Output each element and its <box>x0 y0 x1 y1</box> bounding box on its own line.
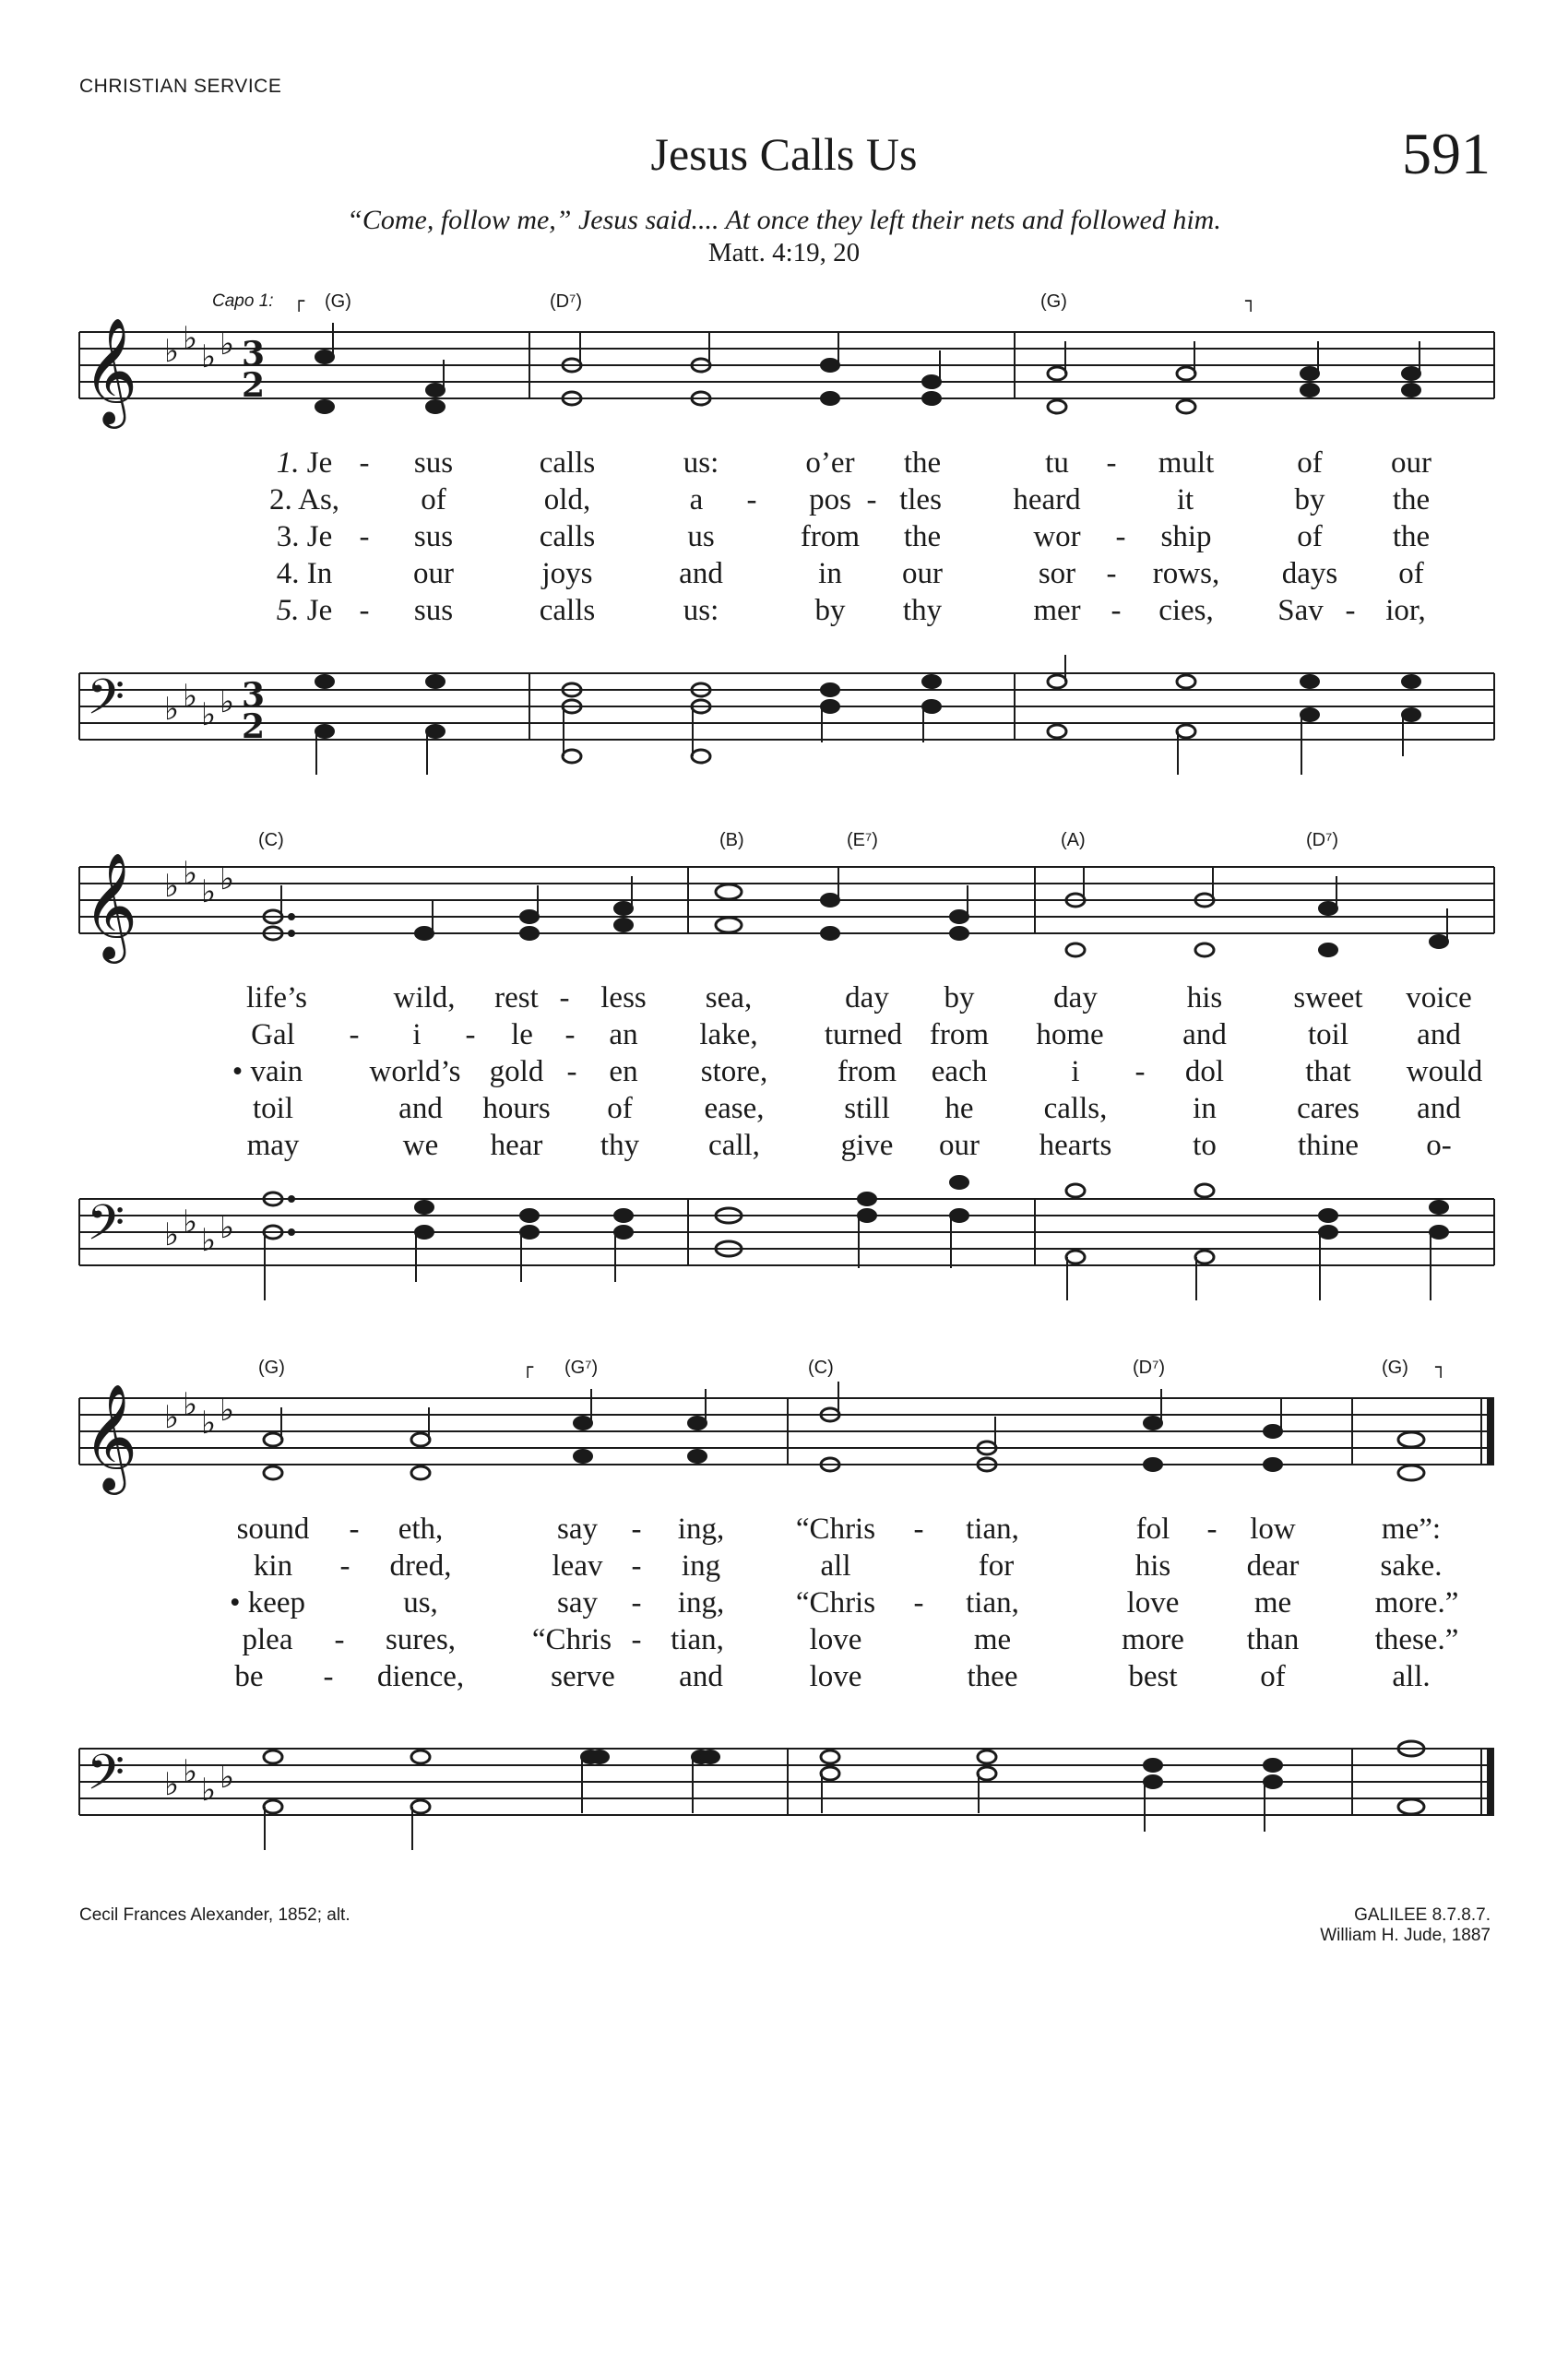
lyric-hyphen: - <box>1134 1055 1146 1088</box>
lyric-syllable: in <box>818 557 842 590</box>
lyric-syllable: of <box>1297 520 1323 553</box>
lyric-syllable: sus <box>413 594 454 627</box>
lyric-syllable: dear <box>1246 1549 1300 1583</box>
lyric-hyphen: - <box>1345 594 1356 627</box>
svg-text:♭: ♭ <box>201 1772 217 1809</box>
lyric-syllable: 1. Je <box>276 446 333 480</box>
lyric-syllable: tles <box>899 483 942 516</box>
chord-symbol: (G) <box>325 291 351 312</box>
lyric-syllable: heard <box>1013 483 1081 516</box>
lyric-syllable: from <box>800 520 861 553</box>
lyric-syllable: dience, <box>376 1660 465 1693</box>
lyric-syllable: thee <box>967 1660 1018 1693</box>
lyric-syllable: our <box>902 557 943 590</box>
lyric-syllable: that <box>1305 1055 1351 1088</box>
svg-text:♭: ♭ <box>183 320 198 357</box>
lyric-syllable: in <box>1193 1092 1217 1125</box>
lyric-hyphen: - <box>866 483 877 516</box>
lyric-syllable: best <box>1128 1660 1178 1693</box>
svg-text:♭: ♭ <box>164 333 180 370</box>
svg-text:♭: ♭ <box>183 1204 198 1240</box>
lyric-syllable: kin <box>253 1549 293 1583</box>
lyric-syllable: store, <box>700 1055 768 1088</box>
lyric-syllable: calls, <box>1043 1092 1108 1125</box>
lyric-syllable: his <box>1186 981 1223 1014</box>
lyric-syllable: ship <box>1160 520 1212 553</box>
svg-text:𝄢: 𝄢 <box>87 1745 125 1813</box>
lyric-syllable: thy <box>600 1129 640 1162</box>
lyric-syllable: all <box>820 1549 851 1583</box>
lyric-syllable: pos <box>809 483 851 516</box>
lyric-syllable: us: <box>683 446 719 480</box>
chord-symbol: (A) <box>1061 830 1086 850</box>
svg-text:3: 3 <box>242 676 266 715</box>
lyric-syllable: all. <box>1392 1660 1431 1693</box>
lyric-syllable: his <box>1134 1549 1171 1583</box>
lyric-syllable: cares <box>1297 1092 1360 1125</box>
lyric-syllable: lake, <box>699 1018 758 1051</box>
lyric-syllable: Sav <box>1277 594 1324 627</box>
lyric-syllable: mer <box>1033 594 1081 627</box>
lyric-syllable: love <box>1126 1586 1180 1619</box>
composer-credit: William H. Jude, 1887 <box>1320 1926 1491 1945</box>
lyric-syllable: dred, <box>389 1549 452 1583</box>
svg-text:♭: ♭ <box>183 1386 198 1423</box>
lyric-syllable: than <box>1246 1623 1300 1656</box>
lyric-syllable: and <box>679 557 723 590</box>
chord-symbol: (C) <box>258 830 284 850</box>
lyric-syllable: our <box>939 1129 980 1162</box>
lyric-syllable: love <box>809 1660 862 1693</box>
lyric-syllable: o- <box>1426 1129 1452 1162</box>
lyric-hyphen: - <box>349 1018 360 1051</box>
treble-staff-system-3 <box>0 1380 1568 1527</box>
lyric-hyphen: - <box>359 520 370 553</box>
lyric-syllable: hours <box>482 1092 551 1125</box>
chord-symbol: (B) <box>719 830 744 850</box>
lyric-hyphen: - <box>1106 557 1117 590</box>
tune-name: GALILEE 8.7.8.7. <box>1354 1905 1491 1925</box>
lyric-syllable: 4. In <box>276 557 333 590</box>
lyric-syllable: en <box>609 1055 638 1088</box>
svg-text:♭: ♭ <box>164 868 180 905</box>
lyric-syllable: hear <box>490 1129 543 1162</box>
lyric-syllable: sor <box>1038 557 1076 590</box>
lyric-syllable: toil <box>252 1092 294 1125</box>
lyric-syllable: i <box>412 1018 422 1051</box>
lyric-syllable: and <box>679 1660 723 1693</box>
lyric-hyphen: - <box>1115 520 1126 553</box>
tune-credit <box>1320 1905 1491 1946</box>
lyric-syllable: us <box>687 520 715 553</box>
chord-symbol: (C) <box>808 1358 834 1378</box>
lyric-hyphen: - <box>359 594 370 627</box>
lyric-syllable: sweet <box>1293 981 1363 1014</box>
lyric-syllable: 5. Je <box>276 594 333 627</box>
lyric-syllable: turned <box>824 1018 903 1051</box>
lyric-syllable: thy <box>902 594 943 627</box>
treble-staff-system-1 <box>0 314 1568 461</box>
lyric-syllable: be <box>234 1660 264 1693</box>
lyric-hyphen: - <box>746 483 757 516</box>
lyric-hyphen: - <box>1206 1513 1218 1546</box>
lyric-hyphen: - <box>334 1623 345 1656</box>
lyric-syllable: ease, <box>704 1092 765 1125</box>
lyric-syllable: 3. Je <box>276 520 333 553</box>
bracket-close-icon: ┐ <box>1435 1356 1447 1378</box>
lyric-syllable: rows, <box>1152 557 1220 590</box>
lyric-syllable: and <box>1417 1092 1461 1125</box>
lyric-syllable: sake. <box>1380 1549 1443 1583</box>
lyric-hyphen: - <box>1106 446 1117 480</box>
lyric-syllable: wild, <box>393 981 456 1014</box>
epigraph: “Come, follow me,” Jesus said.... At once they left their nets and followed him. <box>347 205 1221 235</box>
lyric-syllable: of <box>421 483 446 516</box>
lyric-syllable: life’s <box>246 981 307 1014</box>
svg-text:♭: ♭ <box>220 1759 235 1796</box>
svg-text:𝄞: 𝄞 <box>83 851 138 959</box>
lyric-hyphen: - <box>559 981 570 1014</box>
lyric-syllable: o’er <box>805 446 855 480</box>
lyric-syllable: and <box>1417 1018 1461 1051</box>
lyric-syllable: say <box>557 1586 598 1619</box>
lyric-syllable: gold <box>489 1055 544 1088</box>
lyric-syllable: “Chris <box>795 1586 876 1619</box>
chord-symbol: (G) <box>1382 1358 1408 1378</box>
lyric-syllable: would <box>1406 1055 1483 1088</box>
bass-staff-system-1 <box>0 655 1568 802</box>
bass-staff-system-2 <box>0 1180 1568 1328</box>
lyric-hyphen: - <box>359 446 370 480</box>
hymn-number: 591 <box>1402 121 1491 186</box>
svg-text:♭: ♭ <box>201 1405 217 1442</box>
lyric-hyphen: - <box>339 1549 350 1583</box>
lyric-syllable: leav <box>552 1549 603 1583</box>
lyric-syllable: from <box>929 1018 990 1051</box>
lyric-syllable: by <box>944 981 975 1014</box>
lyric-syllable: ing <box>681 1549 721 1583</box>
lyric-syllable: rest <box>494 981 539 1014</box>
lyric-syllable: and <box>1182 1018 1227 1051</box>
svg-text:♭: ♭ <box>201 873 217 910</box>
lyric-syllable: Gal <box>251 1018 295 1051</box>
lyric-syllable: us, <box>403 1586 438 1619</box>
lyric-syllable: thine <box>1298 1129 1359 1162</box>
lyric-syllable: • keep <box>229 1586 306 1619</box>
lyric-syllable: sea, <box>705 981 753 1014</box>
lyric-syllable: the <box>903 446 942 480</box>
hymn-title: Jesus Calls Us <box>650 128 918 180</box>
lyric-hyphen: - <box>631 1513 642 1546</box>
lyric-syllable: of <box>1297 446 1323 480</box>
lyric-syllable: sus <box>413 446 454 480</box>
lyric-syllable: “Chris <box>531 1623 612 1656</box>
lyric-syllable: world’s <box>369 1055 461 1088</box>
lyric-hyphen: - <box>631 1549 642 1583</box>
lyric-syllable: more.” <box>1374 1586 1459 1619</box>
svg-text:♭: ♭ <box>183 678 198 715</box>
svg-text:♭: ♭ <box>220 1209 235 1246</box>
lyric-syllable: still <box>844 1092 890 1125</box>
svg-text:2: 2 <box>242 707 266 746</box>
lyric-syllable: calls <box>539 594 596 627</box>
svg-text:♭: ♭ <box>164 1399 180 1436</box>
lyric-syllable: • vain <box>232 1055 303 1088</box>
lyric-syllable: we <box>402 1129 439 1162</box>
lyric-syllable: home <box>1036 1018 1104 1051</box>
lyric-hyphen: - <box>465 1018 476 1051</box>
svg-text:♭: ♭ <box>220 326 235 362</box>
lyric-syllable: fol <box>1135 1513 1170 1546</box>
lyric-syllable: eth, <box>398 1513 444 1546</box>
lyric-syllable: toil <box>1307 1018 1349 1051</box>
lyric-syllable: the <box>1392 520 1431 553</box>
lyric-syllable: calls <box>539 520 596 553</box>
lyric-hyphen: - <box>631 1623 642 1656</box>
lyric-syllable: these.” <box>1374 1623 1459 1656</box>
lyric-syllable: say <box>557 1513 598 1546</box>
lyric-syllable: i <box>1071 1055 1080 1088</box>
lyric-syllable: “Chris <box>795 1513 876 1546</box>
lyric-syllable: cies, <box>1158 594 1214 627</box>
lyric-syllable: it <box>1176 483 1194 516</box>
lyric-hyphen: - <box>564 1018 576 1051</box>
lyric-syllable: from <box>837 1055 897 1088</box>
lyric-syllable: us: <box>683 594 719 627</box>
chord-symbol: (E⁷) <box>847 830 878 850</box>
lyric-syllable: the <box>903 520 942 553</box>
svg-text:♭: ♭ <box>201 338 217 375</box>
lyric-syllable: tian, <box>671 1623 724 1656</box>
bracket-open-icon: ┌ <box>293 290 305 312</box>
lyric-syllable: by <box>814 594 846 627</box>
lyric-syllable: each <box>931 1055 988 1088</box>
lyric-syllable: old, <box>543 483 591 516</box>
scripture-reference: Matt. 4:19, 20 <box>707 238 861 267</box>
lyric-syllable: of <box>1398 557 1424 590</box>
lyric-syllable: hearts <box>1039 1129 1112 1162</box>
lyric-syllable: ing, <box>677 1513 725 1546</box>
lyric-syllable: by <box>1294 483 1325 516</box>
lyric-syllable: day <box>1053 981 1098 1014</box>
lyric-syllable: dol <box>1184 1055 1225 1088</box>
lyric-syllable: mult <box>1158 446 1215 480</box>
lyric-syllable: love <box>809 1623 862 1656</box>
chord-symbol: (G⁷) <box>564 1358 599 1378</box>
lyric-syllable: call, <box>708 1129 760 1162</box>
lyric-syllable: may <box>246 1129 300 1162</box>
lyric-syllable: me <box>973 1623 1012 1656</box>
lyric-syllable: calls <box>539 446 596 480</box>
capo-label: Capo 1: <box>212 291 274 311</box>
lyric-syllable: le <box>511 1018 533 1051</box>
lyric-syllable: our <box>413 557 454 590</box>
treble-staff-system-2 <box>0 848 1568 996</box>
lyric-syllable: sus <box>413 520 454 553</box>
svg-text:♭: ♭ <box>164 691 180 728</box>
svg-text:♭: ♭ <box>183 855 198 892</box>
lyric-syllable: an <box>609 1018 638 1051</box>
lyric-hyphen: - <box>913 1586 924 1619</box>
svg-text:♭: ♭ <box>220 860 235 897</box>
lyric-syllable: sound <box>236 1513 310 1546</box>
author-credit: Cecil Frances Alexander, 1852; alt. <box>79 1905 350 1925</box>
chord-symbol: (G) <box>1040 291 1067 312</box>
lyric-syllable: less <box>600 981 647 1014</box>
lyric-syllable: he <box>944 1092 974 1125</box>
svg-text:2: 2 <box>242 366 266 405</box>
lyric-syllable: to <box>1193 1129 1217 1162</box>
bracket-open-icon: ┌ <box>522 1356 534 1378</box>
lyric-syllable: of <box>607 1092 633 1125</box>
lyric-syllable: ior, <box>1385 594 1426 627</box>
lyric-syllable: the <box>1392 483 1431 516</box>
svg-text:𝄞: 𝄞 <box>83 1382 138 1490</box>
chord-symbol: (G) <box>258 1358 285 1378</box>
svg-text:♭: ♭ <box>164 1216 180 1253</box>
chord-symbol: (D⁷) <box>550 291 582 312</box>
lyric-syllable: me <box>1253 1586 1292 1619</box>
svg-text:♭: ♭ <box>220 683 235 720</box>
lyric-syllable: a <box>689 483 704 516</box>
lyric-syllable: and <box>398 1092 443 1125</box>
lyric-syllable: more <box>1122 1623 1184 1656</box>
lyric-syllable: tian, <box>966 1513 1019 1546</box>
chord-symbol: (D⁷) <box>1133 1358 1165 1378</box>
svg-text:♭: ♭ <box>201 1222 217 1259</box>
lyric-syllable: give <box>840 1129 894 1162</box>
lyric-syllable: joys <box>541 557 593 590</box>
lyric-hyphen: - <box>566 1055 577 1088</box>
lyric-hyphen: - <box>631 1586 642 1619</box>
section-label: CHRISTIAN SERVICE <box>79 76 282 97</box>
lyric-hyphen: - <box>913 1513 924 1546</box>
bracket-close-icon: ┐ <box>1245 290 1257 312</box>
lyric-syllable: our <box>1391 446 1431 480</box>
lyric-hyphen: - <box>1111 594 1122 627</box>
lyric-syllable: 2. As, <box>268 483 340 516</box>
chord-symbol: (D⁷) <box>1306 830 1338 850</box>
lyric-syllable: me”: <box>1381 1513 1442 1546</box>
svg-text:♭: ♭ <box>220 1392 235 1429</box>
lyric-syllable: day <box>845 981 889 1014</box>
lyric-syllable: tian, <box>966 1586 1019 1619</box>
svg-text:♭: ♭ <box>201 696 217 733</box>
lyric-syllable: sures, <box>385 1623 457 1656</box>
lyric-syllable: plea <box>242 1623 293 1656</box>
lyric-hyphen: - <box>349 1513 360 1546</box>
lyric-syllable: ing, <box>677 1586 725 1619</box>
bass-staff-system-3 <box>0 1730 1568 1878</box>
lyric-syllable: tu <box>1045 446 1069 480</box>
svg-text:𝄞: 𝄞 <box>83 316 138 424</box>
lyric-syllable: for <box>978 1549 1015 1583</box>
lyric-hyphen: - <box>323 1660 334 1693</box>
lyric-syllable: wor <box>1033 520 1081 553</box>
svg-text:♭: ♭ <box>164 1766 180 1803</box>
lyric-syllable: low <box>1250 1513 1296 1546</box>
lyric-syllable: days <box>1281 557 1338 590</box>
svg-text:♭: ♭ <box>183 1753 198 1790</box>
lyric-syllable: of <box>1260 1660 1286 1693</box>
svg-text:𝄢: 𝄢 <box>87 670 125 738</box>
svg-text:3: 3 <box>242 335 266 374</box>
lyric-syllable: voice <box>1406 981 1472 1014</box>
lyric-syllable: serve <box>551 1660 615 1693</box>
svg-text:𝄢: 𝄢 <box>87 1195 125 1264</box>
